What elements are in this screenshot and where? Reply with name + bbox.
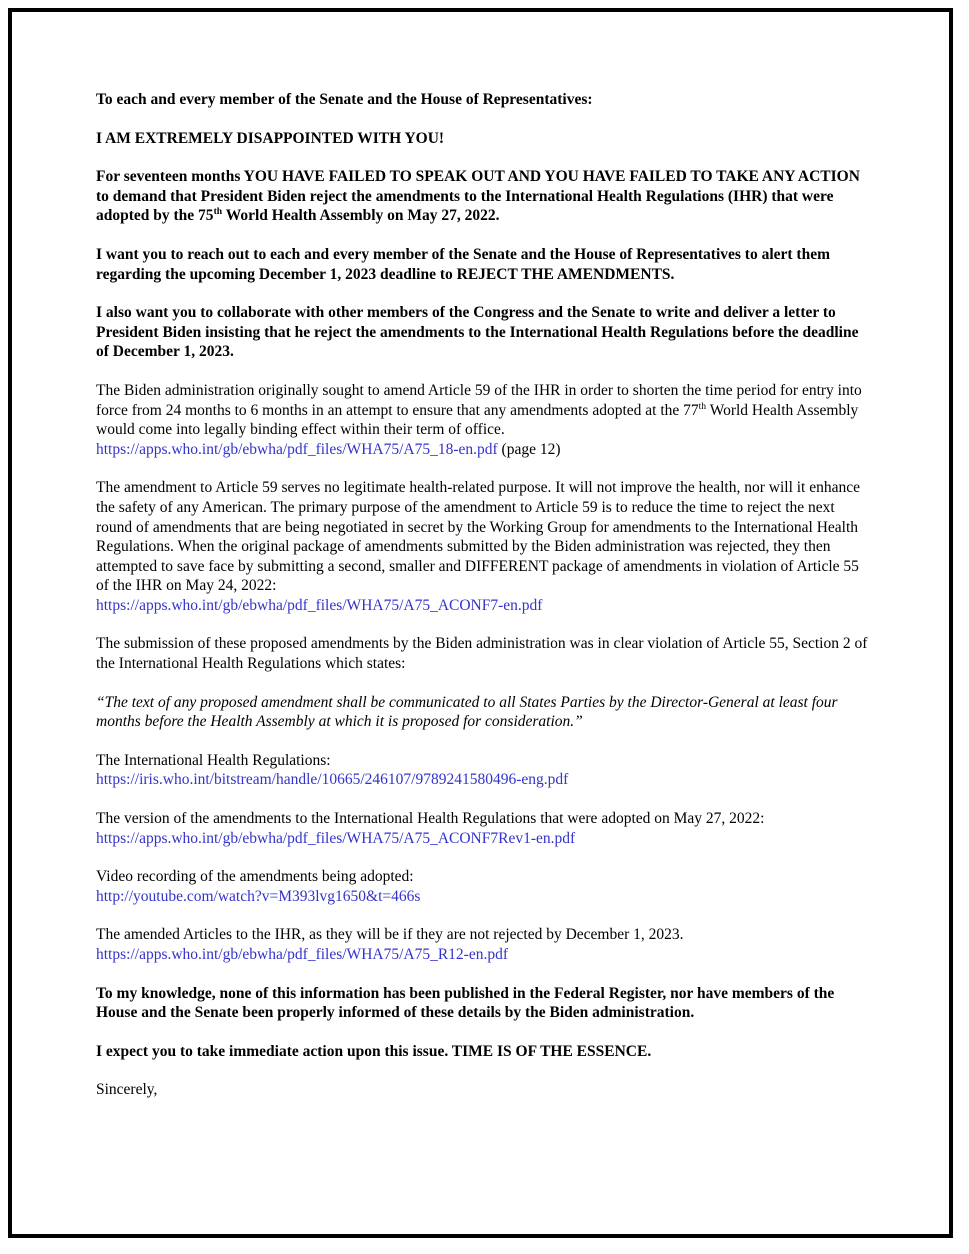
text-run: World Health Assembly on May 27, 2022. bbox=[222, 207, 500, 225]
text-run: The version of the amendments to the International Health Regulations that were adopted on May 27, 2022: bbox=[96, 810, 765, 828]
disappointed-line: I AM EXTREMELY DISAPPOINTED WITH YOU! bbox=[96, 129, 445, 147]
para-failed-to-act bbox=[96, 167, 873, 226]
para-video-recording bbox=[96, 867, 873, 906]
link-line bbox=[96, 829, 873, 849]
text-run: World Health Assembly would come into legally binding effect within their term of office. bbox=[96, 401, 859, 439]
link-line bbox=[96, 945, 873, 965]
ordinal-superscript: th bbox=[213, 206, 223, 218]
link-a75-18-pdf[interactable]: https://apps.who.int/gb/ebwha/pdf_files/WHA75/A75_18-en.pdf bbox=[96, 440, 498, 458]
link-line bbox=[96, 596, 873, 616]
text-run: The International Health Regulations: bbox=[96, 751, 331, 769]
link-ihr-pdf[interactable]: https://iris.who.int/bitstream/handle/10665/246107/9789241580496-eng.pdf bbox=[96, 771, 569, 789]
link-aconf7-pdf[interactable]: https://apps.who.int/gb/ebwha/pdf_files/WHA75/A75_ACONF7-en.pdf bbox=[96, 596, 543, 614]
link-line bbox=[96, 440, 873, 460]
para-adopted-version bbox=[96, 809, 873, 848]
para-reach-out: I want you to reach out to each and every member of the Senate and the House of Representatives to alert them regarding the upcoming December 1, 2023 deadline to REJECT THE AMENDMENTS. bbox=[96, 245, 830, 283]
text-run: Video recording of the amendments being adopted: bbox=[96, 868, 414, 886]
link-page-note: (page 12) bbox=[497, 440, 561, 458]
link-youtube-video[interactable]: http://youtube.com/watch?v=M393lvg1650&t=466s bbox=[96, 887, 421, 905]
text-run: The Biden administration originally sought to amend Article 59 of the IHR in order to shorten the time period for entry into force from 24 months to 6 months in an attempt to ensure that any amendments adopted at the 77 bbox=[96, 381, 862, 419]
para-collaborate: I also want you to collaborate with other members of the Congress and the Senate to write and deliver a letter to President Biden insisting that he reject the amendments to the International Health Regulations before the deadline of December 1, 2023. bbox=[96, 304, 859, 361]
para-federal-register: To my knowledge, none of this information has been published in the Federal Register, nor have members of the House and the Senate been properly informed of these details by the Biden administration. bbox=[96, 984, 835, 1022]
letter-border-frame bbox=[8, 8, 953, 1238]
text-run: The amendment to Article 59 serves no legitimate health-related purpose. It will not improve the health, nor will it enhance the safety of any American. The primary purpose of the amendment to Article 59 is to reduce the time to reject the next round of amendments that are being negotiated in secret by the Working Group for amendments to the International Health Regulations. When the original package of amendments submitted by the Biden administration was rejected, they then attempted to save face by submitting a second, smaller and DIFFERENT package of amendments in violation of Article 55 of the IHR on May 24, 2022: bbox=[96, 479, 861, 595]
link-line bbox=[96, 770, 873, 790]
link-aconf7rev1-pdf[interactable]: https://apps.who.int/gb/ebwha/pdf_files/WHA75/A75_ACONF7Rev1-en.pdf bbox=[96, 829, 576, 847]
link-a75-r12-pdf[interactable]: https://apps.who.int/gb/ebwha/pdf_files/WHA75/A75_R12-en.pdf bbox=[96, 946, 508, 963]
ordinal-superscript: th bbox=[698, 400, 707, 412]
signoff: Sincerely, bbox=[96, 1081, 158, 1099]
para-amendment-purpose bbox=[96, 478, 873, 615]
para-article59 bbox=[96, 381, 873, 459]
link-line bbox=[96, 887, 873, 907]
quote-article55: “The text of any proposed amendment shall be communicated to all States Parties by the Director-General at least four months before the Health Assembly at which it is proposed for consideration.” bbox=[96, 693, 838, 731]
text-run: The amended Articles to the IHR, as they will be if they are not rejected by December 1, 2023. bbox=[96, 926, 684, 944]
para-amended-articles bbox=[96, 925, 873, 964]
para-ihr-regulations bbox=[96, 751, 873, 790]
para-violation: The submission of these proposed amendments by the Biden administration was in clear violation of Article 55, Section 2 of the International Health Regulations which states: bbox=[96, 635, 868, 673]
para-immediate-action: I expect you to take immediate action upon this issue. TIME IS OF THE ESSENCE. bbox=[96, 1042, 652, 1060]
salutation: To each and every member of the Senate and the House of Representatives: bbox=[96, 91, 593, 108]
text-run: For seventeen months YOU HAVE FAILED TO SPEAK OUT AND YOU HAVE FAILED TO TAKE ANY ACTION to demand that President Biden reject the amendments to the International Health Regulations (IHR) that were adopted by the 75 bbox=[96, 168, 860, 225]
letter-page bbox=[12, 12, 949, 1100]
